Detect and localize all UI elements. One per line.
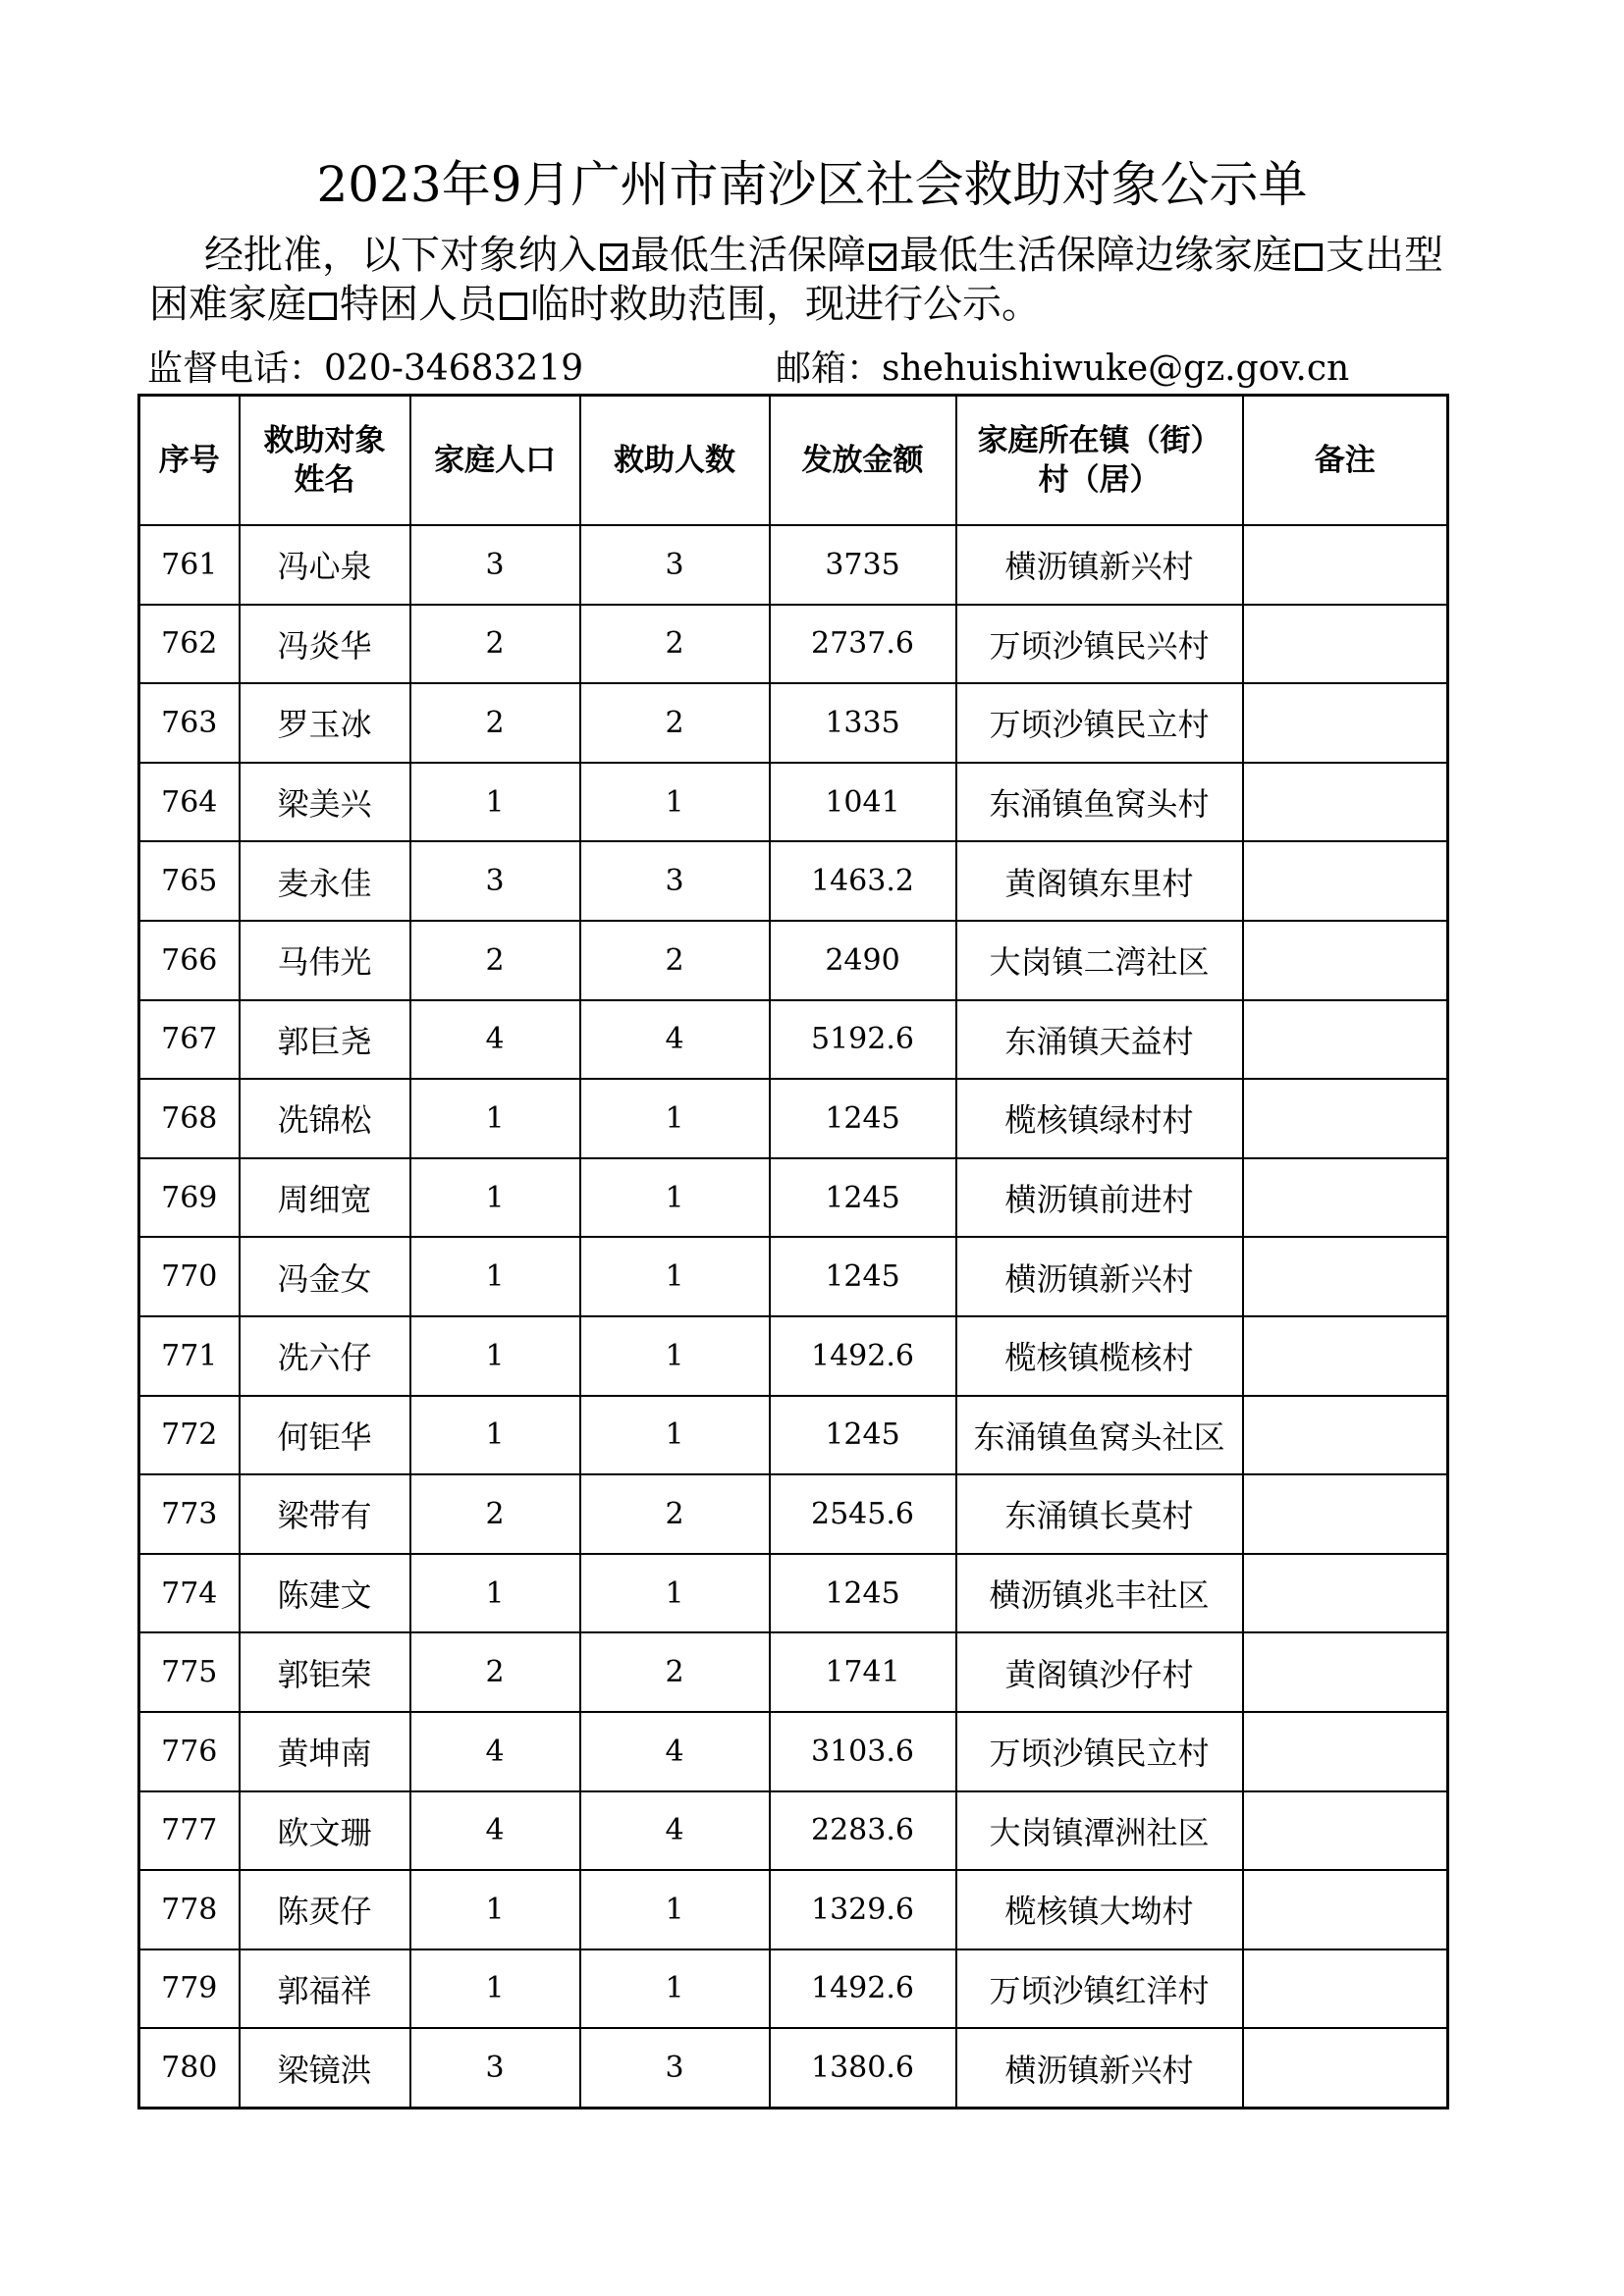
- location-cell: 东涌镇长莫村: [956, 1474, 1243, 1554]
- intro-line-1: [149, 231, 1465, 280]
- aided-persons-cell: 2: [580, 1474, 770, 1554]
- table-row: [139, 1474, 1448, 1554]
- name-cell: 何钜华: [240, 1396, 410, 1475]
- household-size-cell: 1: [410, 763, 580, 842]
- name-cell: 欧文珊: [240, 1791, 410, 1871]
- header-amount: 发放金额: [770, 396, 956, 526]
- serial-cell: 766: [139, 921, 240, 1000]
- aided-persons-cell: 2: [580, 605, 770, 684]
- serial-cell: 764: [139, 763, 240, 842]
- amount-cell: 5192.6: [770, 1000, 956, 1080]
- remarks-cell: [1243, 841, 1448, 921]
- location-cell: 横沥镇新兴村: [956, 525, 1243, 605]
- amount-cell: 1463.2: [770, 841, 956, 921]
- category-label: 特困人员: [340, 282, 497, 327]
- table-row: [139, 2028, 1448, 2108]
- serial-cell: 778: [139, 1870, 240, 1949]
- name-cell: 马伟光: [240, 921, 410, 1000]
- household-size-cell: 2: [410, 605, 580, 684]
- remarks-cell: [1243, 1158, 1448, 1238]
- location-cell: 黄阁镇东里村: [956, 841, 1243, 921]
- serial-cell: 772: [139, 1396, 240, 1475]
- serial-cell: 762: [139, 605, 240, 684]
- amount-cell: 1329.6: [770, 1870, 956, 1949]
- aided-persons-cell: 1: [580, 1237, 770, 1316]
- location-cell: 大岗镇潭洲社区: [956, 1791, 1243, 1871]
- checkbox-icon: [500, 293, 527, 320]
- amount-cell: 2737.6: [770, 605, 956, 684]
- remarks-cell: [1243, 1237, 1448, 1316]
- remarks-cell: [1243, 1396, 1448, 1475]
- phone-label: 监督电话：: [147, 348, 325, 389]
- aided-persons-cell: 1: [580, 1079, 770, 1158]
- location-cell: 万顷沙镇民立村: [956, 683, 1243, 763]
- checkbox-icon: [600, 243, 627, 271]
- household-size-cell: 1: [410, 1949, 580, 2029]
- aided-persons-cell: 2: [580, 683, 770, 763]
- amount-cell: 2490: [770, 921, 956, 1000]
- aided-persons-cell: 1: [580, 1158, 770, 1238]
- remarks-cell: [1243, 1316, 1448, 1396]
- household-size-cell: 3: [410, 841, 580, 921]
- category-label: 最低生活保障: [630, 233, 866, 278]
- page-title: 2023年9月广州市南沙区社会救助对象公示单: [316, 156, 1308, 213]
- location-cell: 榄核镇大坳村: [956, 1870, 1243, 1949]
- table-row: [139, 1791, 1448, 1871]
- location-cell: 横沥镇新兴村: [956, 1237, 1243, 1316]
- header-household-size: 家庭人口: [410, 396, 580, 526]
- remarks-cell: [1243, 1949, 1448, 2029]
- recipients-table: [137, 394, 1449, 2109]
- amount-cell: 1380.6: [770, 2028, 956, 2108]
- remarks-cell: [1243, 1791, 1448, 1871]
- checkbox-icon: [1295, 243, 1323, 271]
- email-address: [776, 347, 1349, 391]
- name-cell: 黄坤南: [240, 1712, 410, 1791]
- household-size-cell: 1: [410, 1316, 580, 1396]
- table-row: [139, 1554, 1448, 1633]
- name-cell: 冯心泉: [240, 525, 410, 605]
- name-cell: 梁带有: [240, 1474, 410, 1554]
- aided-persons-cell: 1: [580, 763, 770, 842]
- name-cell: 冼锦松: [240, 1079, 410, 1158]
- location-cell: 万顷沙镇民立村: [956, 1712, 1243, 1791]
- table-row: [139, 1949, 1448, 2029]
- aided-persons-cell: 2: [580, 921, 770, 1000]
- serial-cell: 775: [139, 1632, 240, 1712]
- name-cell: 郭福祥: [240, 1949, 410, 2029]
- supervision-phone: [147, 347, 583, 391]
- table-row: [139, 763, 1448, 842]
- table-row: [139, 1000, 1448, 1080]
- serial-cell: 761: [139, 525, 240, 605]
- header-recipient-name: 救助对象 姓名: [240, 396, 410, 526]
- location-cell: 榄核镇榄核村: [956, 1316, 1243, 1396]
- location-cell: 横沥镇兆丰社区: [956, 1554, 1243, 1633]
- household-size-cell: 1: [410, 1870, 580, 1949]
- remarks-cell: [1243, 683, 1448, 763]
- name-cell: 梁美兴: [240, 763, 410, 842]
- household-size-cell: 1: [410, 1237, 580, 1316]
- table-row: [139, 605, 1448, 684]
- table-row: [139, 1158, 1448, 1238]
- table-row: [139, 683, 1448, 763]
- category-label: 临时救助: [530, 282, 687, 327]
- amount-cell: 1335: [770, 683, 956, 763]
- amount-cell: 2283.6: [770, 1791, 956, 1871]
- remarks-cell: [1243, 605, 1448, 684]
- header-location: 家庭所在镇（街） 村（居）: [956, 396, 1243, 526]
- table-row: [139, 841, 1448, 921]
- category-label-part-1: 支出型: [1326, 233, 1443, 278]
- serial-cell: 769: [139, 1158, 240, 1238]
- email-label: 邮箱：: [776, 348, 883, 389]
- amount-cell: 1492.6: [770, 1316, 956, 1396]
- phone-number: 020-34683219: [324, 348, 584, 389]
- serial-cell: 777: [139, 1791, 240, 1871]
- checkbox-icon: [309, 293, 337, 320]
- name-cell: 麦永佳: [240, 841, 410, 921]
- remarks-cell: [1243, 1554, 1448, 1633]
- table-row: [139, 921, 1448, 1000]
- name-cell: 梁镜洪: [240, 2028, 410, 2108]
- remarks-cell: [1243, 525, 1448, 605]
- location-cell: 黄阁镇沙仔村: [956, 1632, 1243, 1712]
- remarks-cell: [1243, 2028, 1448, 2108]
- location-cell: 东涌镇天益村: [956, 1000, 1243, 1080]
- table-header-row: [139, 396, 1448, 526]
- name-cell: 郭巨尧: [240, 1000, 410, 1080]
- serial-cell: 774: [139, 1554, 240, 1633]
- amount-cell: 3735: [770, 525, 956, 605]
- amount-cell: 1245: [770, 1396, 956, 1475]
- remarks-cell: [1243, 1870, 1448, 1949]
- serial-cell: 765: [139, 841, 240, 921]
- location-cell: 榄核镇绿村村: [956, 1079, 1243, 1158]
- amount-cell: 1245: [770, 1158, 956, 1238]
- location-cell: 大岗镇二湾社区: [956, 921, 1243, 1000]
- amount-cell: 1741: [770, 1632, 956, 1712]
- serial-cell: 773: [139, 1474, 240, 1554]
- amount-cell: 1041: [770, 763, 956, 842]
- name-cell: 陈烎仔: [240, 1870, 410, 1949]
- household-size-cell: 1: [410, 1079, 580, 1158]
- table-row: [139, 1870, 1448, 1949]
- household-size-cell: 3: [410, 525, 580, 605]
- serial-cell: 776: [139, 1712, 240, 1791]
- household-size-cell: 4: [410, 1000, 580, 1080]
- aided-persons-cell: 1: [580, 1396, 770, 1475]
- household-size-cell: 1: [410, 1396, 580, 1475]
- serial-cell: 771: [139, 1316, 240, 1396]
- location-cell: 横沥镇新兴村: [956, 2028, 1243, 2108]
- table-row: [139, 1316, 1448, 1396]
- category-label-part-2: 困难家庭: [149, 282, 306, 327]
- household-size-cell: 2: [410, 921, 580, 1000]
- location-cell: 东涌镇鱼窝头村: [956, 763, 1243, 842]
- remarks-cell: [1243, 921, 1448, 1000]
- name-cell: 陈建文: [240, 1554, 410, 1633]
- aided-persons-cell: 3: [580, 2028, 770, 2108]
- table-row: [139, 525, 1448, 605]
- aided-persons-cell: 1: [580, 1949, 770, 2029]
- remarks-cell: [1243, 1474, 1448, 1554]
- location-cell: 横沥镇前进村: [956, 1158, 1243, 1238]
- checkbox-icon: [869, 243, 896, 271]
- amount-cell: 2545.6: [770, 1474, 956, 1554]
- aided-persons-cell: 4: [580, 1712, 770, 1791]
- name-cell: 冼六仔: [240, 1316, 410, 1396]
- name-cell: 罗玉冰: [240, 683, 410, 763]
- email-value: shehuishiwuke@gz.gov.cn: [882, 348, 1350, 389]
- remarks-cell: [1243, 1632, 1448, 1712]
- name-cell: 冯金女: [240, 1237, 410, 1316]
- header-remarks: 备注: [1243, 396, 1448, 526]
- amount-cell: 1492.6: [770, 1949, 956, 2029]
- header-aided-persons: 救助人数: [580, 396, 770, 526]
- household-size-cell: 1: [410, 1554, 580, 1633]
- location-cell: 万顷沙镇民兴村: [956, 605, 1243, 684]
- serial-cell: 770: [139, 1237, 240, 1316]
- remarks-cell: [1243, 1000, 1448, 1080]
- household-size-cell: 2: [410, 683, 580, 763]
- amount-cell: 1245: [770, 1237, 956, 1316]
- remarks-cell: [1243, 763, 1448, 842]
- header-serial-number: 序号: [139, 396, 240, 526]
- table-body: [139, 525, 1448, 2108]
- intro-prefix: 经批准，以下对象纳入: [204, 233, 597, 278]
- household-size-cell: 2: [410, 1632, 580, 1712]
- remarks-cell: [1243, 1712, 1448, 1791]
- location-cell: 万顷沙镇红洋村: [956, 1949, 1243, 2029]
- aided-persons-cell: 3: [580, 525, 770, 605]
- household-size-cell: 2: [410, 1474, 580, 1554]
- table-row: [139, 1712, 1448, 1791]
- table-row: [139, 1079, 1448, 1158]
- amount-cell: 3103.6: [770, 1712, 956, 1791]
- household-size-cell: 4: [410, 1791, 580, 1871]
- intro-suffix: 范围，现进行公示。: [687, 282, 1041, 327]
- aided-persons-cell: 1: [580, 1554, 770, 1633]
- table-row: [139, 1396, 1448, 1475]
- aided-persons-cell: 2: [580, 1632, 770, 1712]
- serial-cell: 780: [139, 2028, 240, 2108]
- aided-persons-cell: 4: [580, 1791, 770, 1871]
- household-size-cell: 1: [410, 1158, 580, 1238]
- name-cell: 周细宽: [240, 1158, 410, 1238]
- serial-cell: 779: [139, 1949, 240, 2029]
- category-label: 最低生活保障边缘家庭: [899, 233, 1292, 278]
- name-cell: 冯炎华: [240, 605, 410, 684]
- location-cell: 东涌镇鱼窝头社区: [956, 1396, 1243, 1475]
- serial-cell: 768: [139, 1079, 240, 1158]
- remarks-cell: [1243, 1079, 1448, 1158]
- aided-persons-cell: 1: [580, 1870, 770, 1949]
- intro-paragraph: [149, 231, 1465, 329]
- amount-cell: 1245: [770, 1079, 956, 1158]
- aided-persons-cell: 4: [580, 1000, 770, 1080]
- household-size-cell: 4: [410, 1712, 580, 1791]
- name-cell: 郭钜荣: [240, 1632, 410, 1712]
- intro-line-2: [149, 280, 1465, 329]
- amount-cell: 1245: [770, 1554, 956, 1633]
- table-row: [139, 1632, 1448, 1712]
- table-row: [139, 1237, 1448, 1316]
- aided-persons-cell: 3: [580, 841, 770, 921]
- serial-cell: 763: [139, 683, 240, 763]
- serial-cell: 767: [139, 1000, 240, 1080]
- household-size-cell: 3: [410, 2028, 580, 2108]
- aided-persons-cell: 1: [580, 1316, 770, 1396]
